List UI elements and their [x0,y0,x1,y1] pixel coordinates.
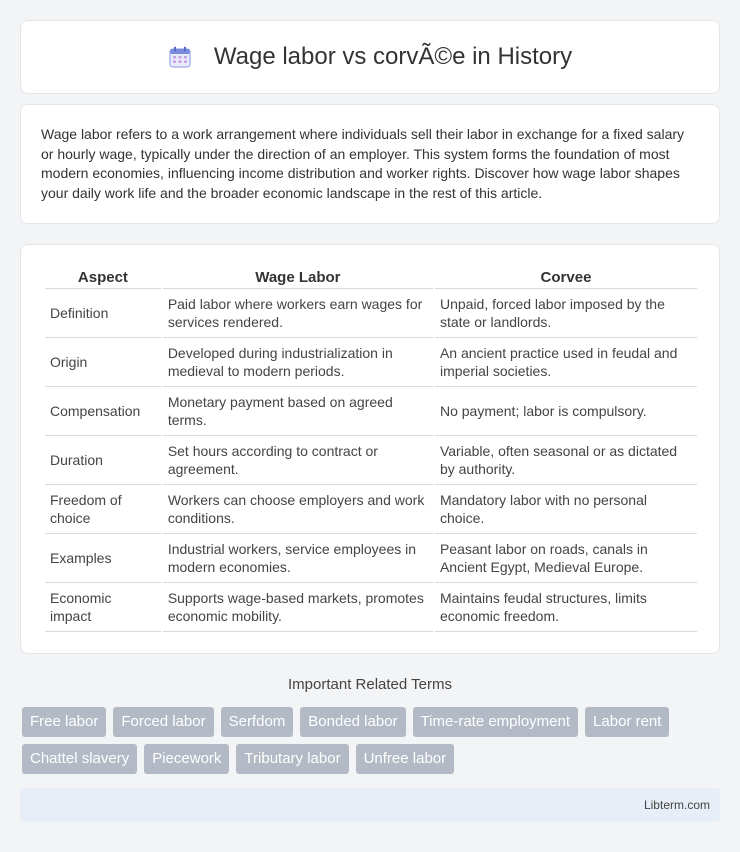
related-terms-title: Important Related Terms [288,676,452,693]
column-header-aspect: Aspect [45,267,161,289]
row-wage-labor: Paid labor where workers earn wages for services rendered. [163,289,433,338]
related-term-tag[interactable]: Bonded labor [300,707,405,737]
row-corvee: Peasant labor on roads, canals in Ancient Egypt, Medieval Europe. [435,534,697,583]
table-row [45,289,697,338]
row-corvee: Mandatory labor with no personal choice. [435,485,697,534]
table-row [45,583,697,632]
row-wage-labor: Developed during industrialization in medieval to modern periods. [163,338,433,387]
row-aspect: Examples [45,534,161,583]
footer-site-link[interactable]: Libterm.com [643,798,710,812]
row-aspect: Compensation [45,387,161,436]
column-header-wage-labor: Wage Labor [163,267,433,289]
related-term-tag[interactable]: Time-rate employment [413,707,579,737]
row-aspect: Origin [45,338,161,387]
column-header-corvee: Corvee [435,267,697,289]
table-row [45,338,697,387]
row-corvee: Maintains feudal structures, limits economic freedom. [435,583,697,632]
row-wage-labor: Monetary payment based on agreed terms. [163,387,433,436]
row-wage-labor: Industrial workers, service employees in modern economies. [163,534,433,583]
row-aspect: Duration [45,436,161,485]
row-corvee: Variable, often seasonal or as dictated by authority. [435,436,697,485]
row-wage-labor: Set hours according to contract or agreement. [163,436,433,485]
related-term-tag[interactable]: Labor rent [585,707,669,737]
intro-card [20,104,720,224]
related-term-tag[interactable]: Piecework [144,744,229,774]
table-row [45,387,697,436]
related-terms-list [22,707,722,781]
comparison-table [43,267,699,632]
row-aspect: Freedom of choice [45,485,161,534]
related-term-tag[interactable]: Chattel slavery [22,744,137,774]
row-corvee: No payment; labor is compulsory. [435,387,697,436]
related-term-tag[interactable]: Forced labor [113,707,213,737]
related-term-tag[interactable]: Free labor [22,707,106,737]
row-corvee: An ancient practice used in feudal and imperial societies. [435,338,697,387]
table-row [45,436,697,485]
related-term-tag[interactable]: Serfdom [221,707,294,737]
row-corvee: Unpaid, forced labor imposed by the state or landlords. [435,289,697,338]
related-term-tag[interactable]: Tributary labor [236,744,348,774]
footer [20,788,720,822]
row-aspect: Definition [45,289,161,338]
related-term-tag[interactable]: Unfree labor [356,744,455,774]
comparison-card [20,244,720,654]
calendar-icon [168,45,192,69]
table-row [45,534,697,583]
page-title: Wage labor vs corvÃ©e in History [213,43,573,70]
title-card [20,20,720,94]
row-aspect: Economic impact [45,583,161,632]
table-header-row [45,267,697,289]
row-wage-labor: Workers can choose employers and work conditions. [163,485,433,534]
intro-text: Wage labor refers to a work arrangement where individuals sell their labor in exchange for a fixed salary or hourly wage, typically under the direction of an employer. This system forms the foundation of most modern economies, influencing income distribution and worker rights. Discover how wage labor shapes your daily work life and the broader economic landscape in the rest of this article. [41,126,685,201]
table-row [45,485,697,534]
row-wage-labor: Supports wage-based markets, promotes economic mobility. [163,583,433,632]
